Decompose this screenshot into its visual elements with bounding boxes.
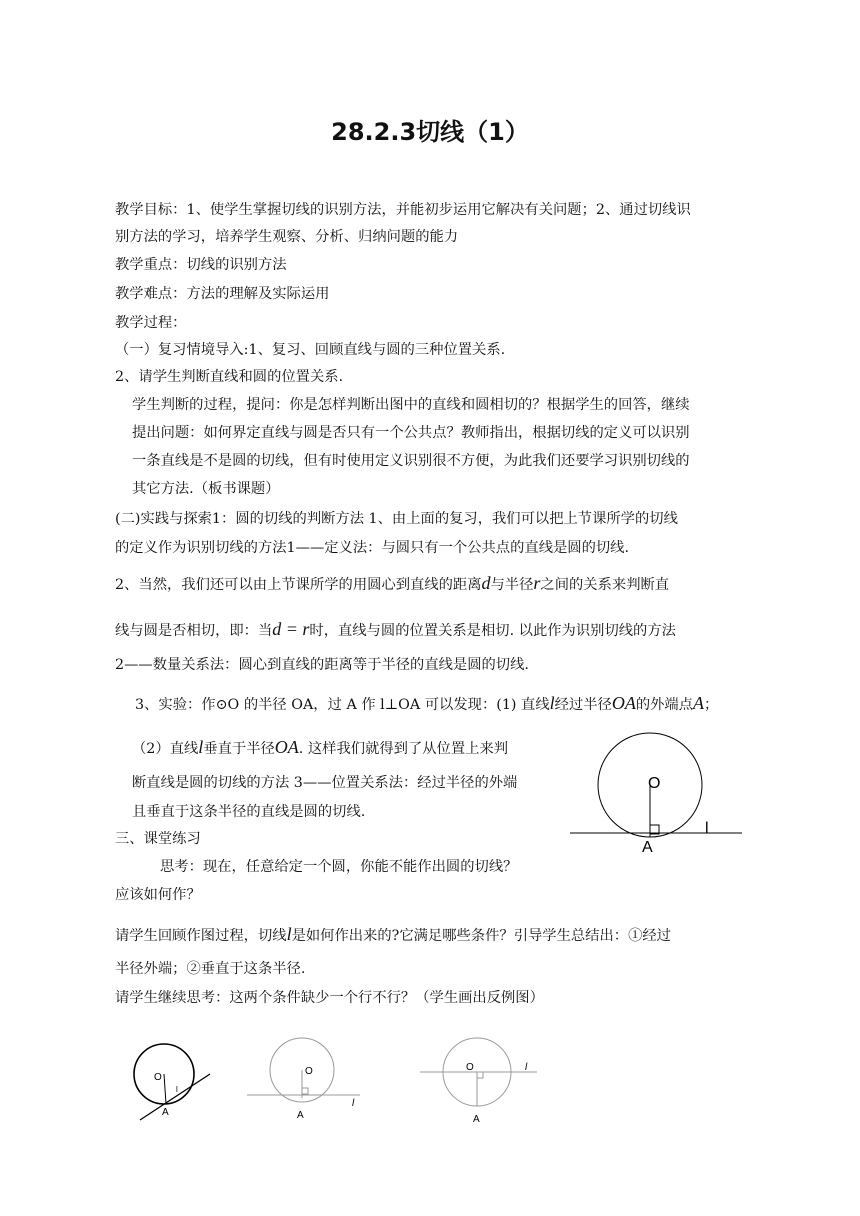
part2-line-2: 的定义作为识别切线的方法1——定义法：与圆只有一个公共点的直线是圆的切线. — [115, 540, 630, 556]
math-oa: OA — [274, 737, 299, 757]
key-point: 教学重点：切线的识别方法 — [115, 257, 287, 273]
text-span: 3、实验：作⊙O 的半径 OA，过 A 作 l⊥OA 可以发现：(1) 直线 — [135, 697, 550, 713]
part1-para-line-1: 学生判断的过程，提问：你是怎样判断出图中的直线和圆相切的？根据学生的回答，继续 — [132, 397, 690, 413]
label-l: l — [352, 1098, 355, 1109]
text-span: 2、当然，我们还可以由上节课所学的用圆心到直线的距离 — [115, 577, 482, 593]
text-span: 之间的关系来判断直 — [540, 577, 670, 593]
perpendicular-line — [132, 737, 508, 759]
tangent-figure — [565, 730, 745, 860]
experiment-line — [135, 693, 718, 715]
right-angle-mark — [477, 1072, 483, 1078]
process-heading: 教学过程： — [115, 315, 187, 331]
think-line-2: 应该如何作？ — [115, 887, 201, 903]
part2-line-1: (二)实践与探索1：圆的切线的判断方法 1、由上面的复习，我们可以把上节课所学的切线 — [115, 511, 678, 527]
text-span: 的外端点 — [635, 697, 694, 713]
math-l: l — [198, 737, 204, 757]
text-span: 时，直线与圆的位置关系是相切. 以此作为识别切线的方法 — [309, 623, 676, 639]
text-span: （2）直线 — [132, 741, 199, 757]
difficulty: 教学难点：方法的理解及实际运用 — [115, 286, 330, 302]
label-o: O — [305, 1066, 313, 1077]
math-oa: OA — [611, 693, 636, 713]
review-line-1 — [115, 924, 671, 946]
part2-method-2: 2——数量关系法：圆心到直线的距离等于半径的直线是圆的切线. — [115, 657, 529, 673]
label-a: A — [473, 1114, 480, 1125]
text-span: . 这样我们就得到了从位置上来判 — [298, 741, 509, 757]
label-l: l — [705, 820, 709, 837]
part1-para-line-4: 其它方法.（板书课题） — [132, 481, 280, 497]
math-l: l — [549, 693, 555, 713]
label-l: l — [525, 1062, 528, 1073]
method-3-line-2: 且垂直于这条半径的直线是圆的切线. — [132, 804, 366, 820]
label-o: O — [466, 1062, 474, 1073]
part2-equal-line — [115, 619, 676, 641]
math-r: r — [533, 573, 541, 593]
line-l — [140, 1074, 210, 1120]
label-a: A — [642, 839, 653, 856]
math-l: l — [286, 924, 292, 944]
math-d: d — [481, 573, 491, 593]
counterexample-figure-3 — [415, 1030, 540, 1130]
text-span: ； — [704, 697, 719, 713]
text-span: 线与圆是否相切，即：当 — [115, 623, 273, 639]
part1-line-2: 2、请学生判断直线和圆的位置关系. — [115, 369, 344, 385]
part1-para-line-2: 提出问题：如何界定直线与圆是否只有一个公共点？教师指出，根据切线的定义可以识别 — [132, 425, 690, 441]
text-span: 是如何作出来的?它满足哪些条件？引导学生总结出：①经过 — [291, 928, 671, 944]
teaching-goal-line-2: 别方法的学习，培养学生观察、分析、归纳问题的能力 — [115, 229, 459, 245]
review-line-3: 请学生继续思考：这两个条件缺少一个行不行？（学生画出反例图） — [115, 990, 544, 1006]
radius-oa — [164, 1074, 166, 1104]
teaching-goal-line-1: 教学目标：1、使学生掌握切线的识别方法，并能初步运用它解决有关问题；2、通过切线识 — [115, 202, 691, 218]
think-line-1: 思考：现在，任意给定一个圆，你能不能作出圆的切线？ — [160, 859, 518, 875]
label-o: O — [154, 1072, 162, 1083]
part1-para-line-3: 一条直线是不是圆的切线，但有时使用定义识别很不方便，为此我们还要学习识别切线的 — [132, 453, 690, 469]
math-d-equals-r: d = r — [272, 619, 310, 639]
counterexample-figure-2 — [242, 1030, 367, 1130]
method-3-line-1: 断直线是圆的切线的方法 3——位置关系法：经过半径的外端 — [132, 775, 518, 791]
text-span: 请学生回顾作图过程，切线 — [115, 928, 287, 944]
page-title: 28.2.3切线（1） — [331, 118, 529, 146]
label-l: l — [176, 1085, 178, 1094]
review-line-2: 半径外端；②垂直于这条半径. — [115, 961, 306, 977]
text-span: 经过半径 — [554, 697, 612, 713]
right-angle-mark — [302, 1088, 308, 1094]
text-span: 垂直于半径 — [203, 741, 275, 757]
label-o: O — [648, 775, 661, 792]
part2-distance-line — [115, 573, 669, 595]
label-a: A — [297, 1110, 304, 1121]
practice-heading: 三、课堂练习 — [115, 831, 201, 847]
label-a: A — [162, 1107, 169, 1118]
text-span: 与半径 — [490, 577, 534, 593]
part1-line-1: （一）复习情境导入:1、复习、回顾直线与圆的三种位置关系. — [115, 342, 506, 358]
math-a: A — [693, 693, 705, 713]
counterexample-figure-1 — [130, 1038, 220, 1123]
